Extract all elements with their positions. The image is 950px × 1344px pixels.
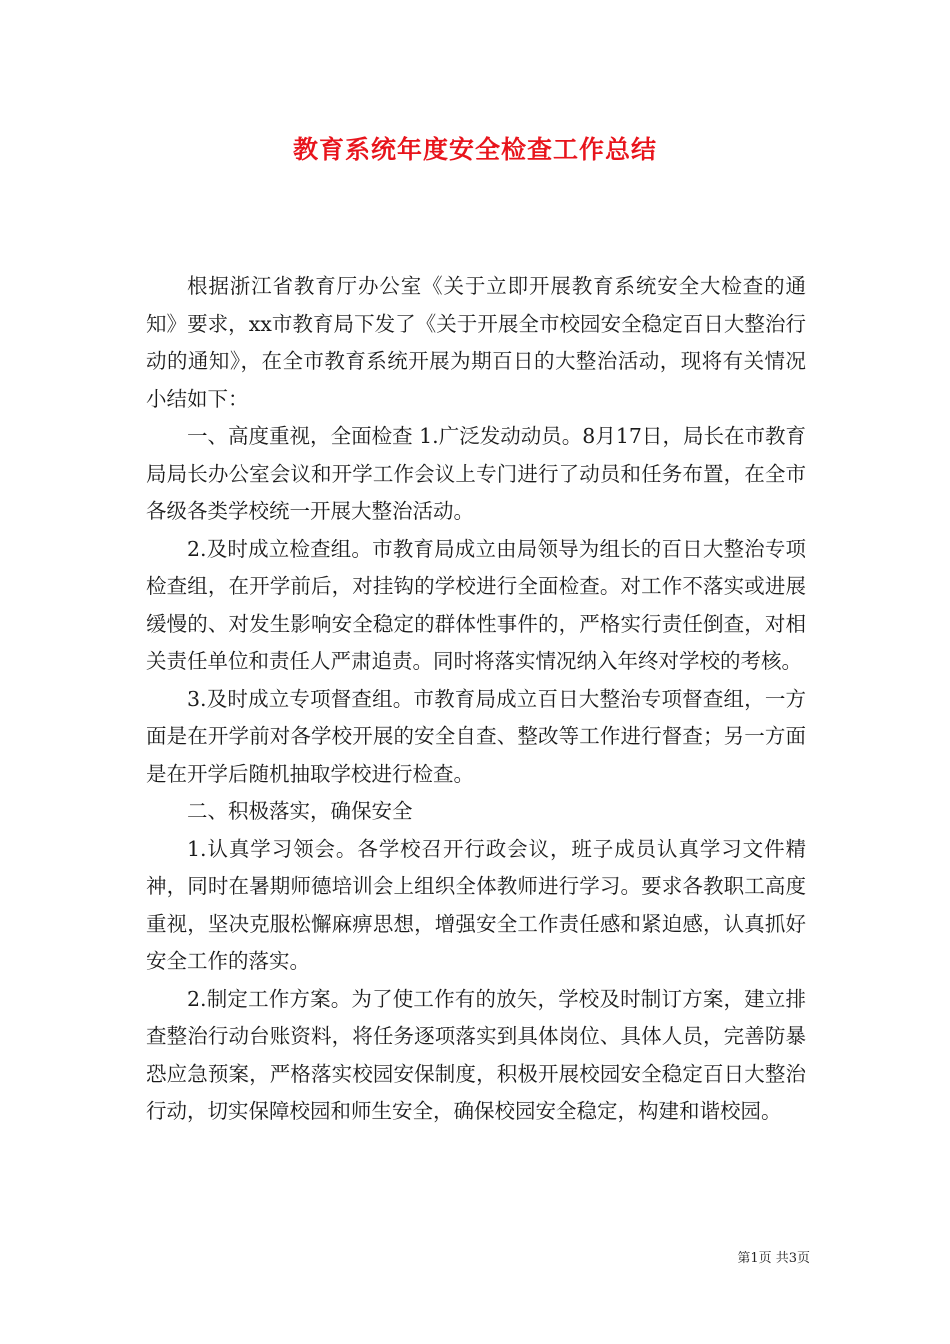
document-body	[146, 268, 806, 1131]
paragraph-intro: 根据浙江省教育厅办公室《关于立即开展教育系统安全大检查的通知》要求，xx市教育局下发了《关于开展全市校园安全稳定百日大整治行动的通知》，在全市教育系统开展为期百日的大整治活动，现将有关情况小结如下：	[146, 274, 806, 411]
section-2-heading: 二、积极落实，确保安全	[187, 799, 413, 823]
page-number: 第1页 共3页	[737, 1251, 810, 1266]
paragraph-section-1-item-2: 2.及时成立检查组。市教育局成立由局领导为组长的百日大整治专项检查组，在开学前后，对挂钩的学校进行全面检查。对工作不落实或进展缓慢的、对发生影响安全稳定的群体性事件的，严格实行责任倒查，对相关责任单位和责任人严肃追责。同时将落实情况纳入年终对学校的考核。	[146, 536, 806, 673]
paragraph-section-2-item-1: 1.认真学习领会。各学校召开行政会议，班子成员认真学习文件精神，同时在暑期师德培训会上组织全体教师进行学习。要求各教职工高度重视，坚决克服松懈麻痹思想，增强安全工作责任感和紧迫感，认真抓好安全工作的落实。	[146, 836, 806, 973]
document-title: 教育系统年度安全检查工作总结	[292, 135, 657, 164]
paragraph-section-2-item-2: 2.制定工作方案。为了使工作有的放矢，学校及时制订方案，建立排查整治行动台账资料，将任务逐项落实到具体岗位、具体人员，完善防暴恐应急预案，严格落实校园安保制度，积极开展校园安全稳定百日大整治行动，切实保障校园和师生安全，确保校园安全稳定，构建和谐校园。	[146, 986, 806, 1123]
paragraph-section-1-item-1: 一、高度重视，全面检查 1.广泛发动动员。8月17日，局长在市教育局局长办公室会议和开学工作会议上专门进行了动员和任务布置，在全市各级各类学校统一开展大整治活动。	[146, 424, 806, 523]
paragraph-section-1-item-3: 3.及时成立专项督查组。市教育局成立百日大整治专项督查组，一方面是在开学前对各学校开展的安全自查、整改等工作进行督查；另一方面是在开学后随机抽取学校进行检查。	[146, 686, 806, 786]
